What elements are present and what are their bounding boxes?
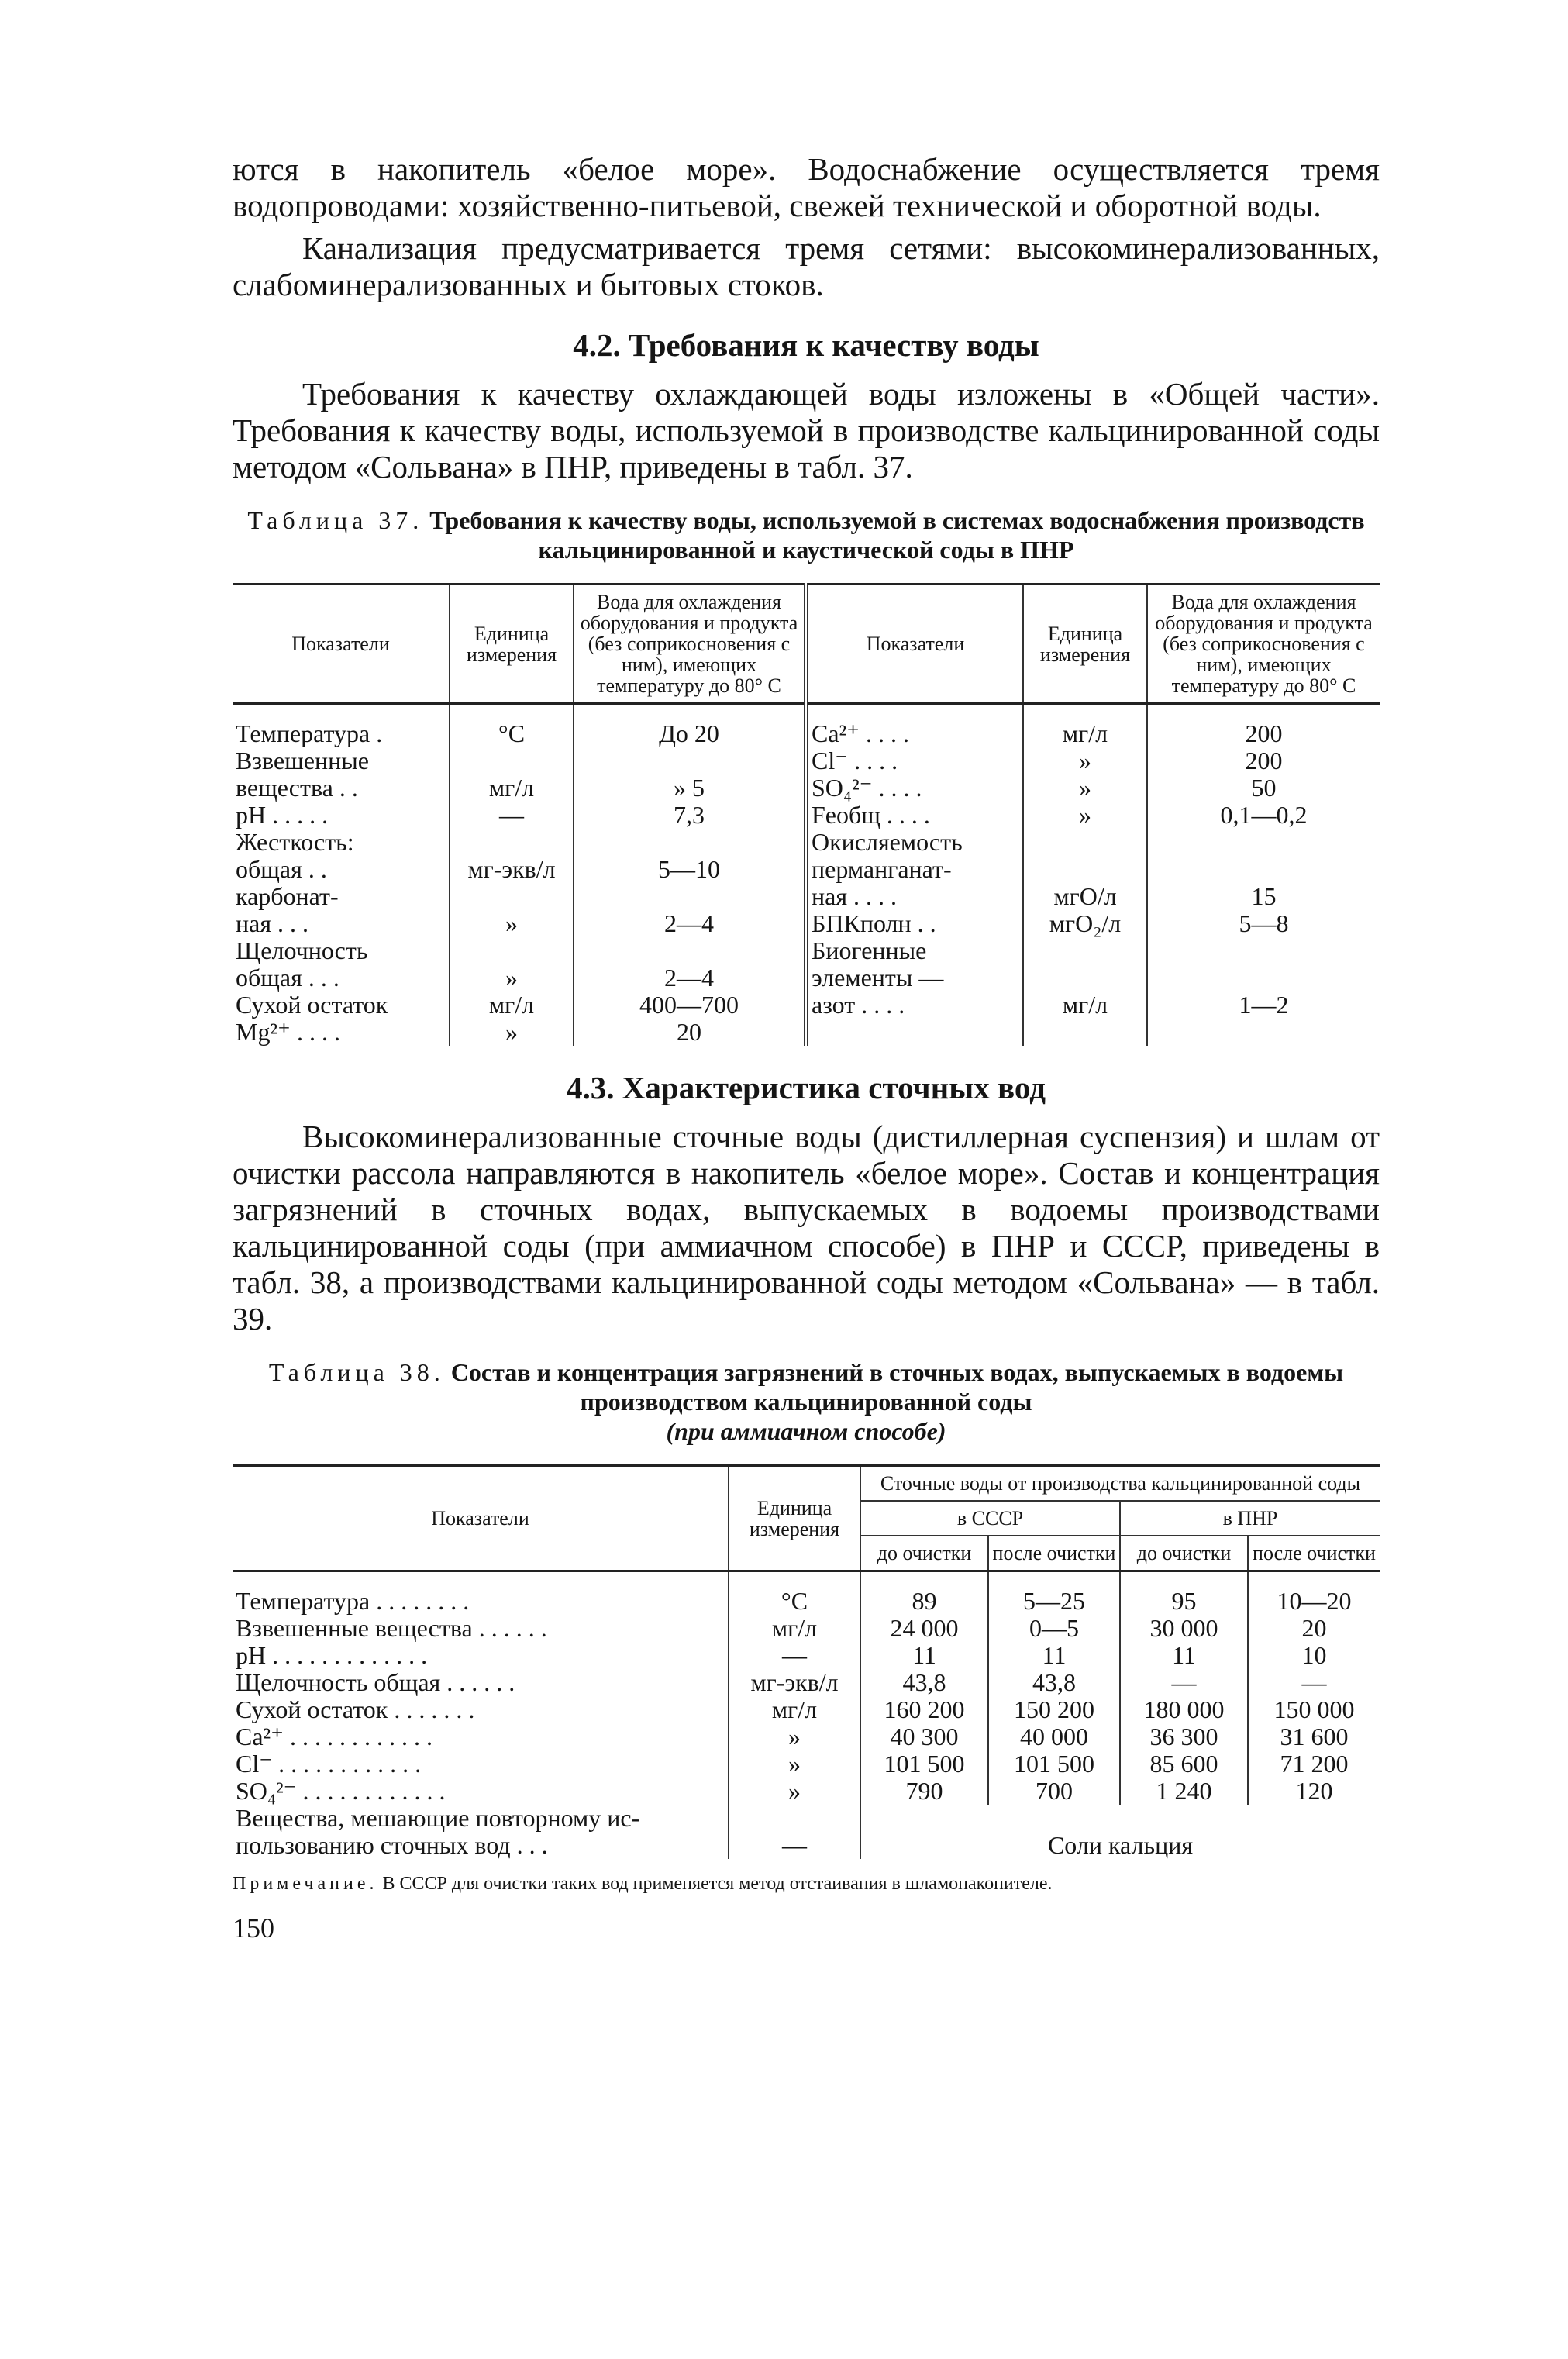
t38-pnr-after: 120 — [1248, 1778, 1380, 1805]
t38-header-unit: Единица измерения — [729, 1466, 860, 1571]
table-row — [233, 1615, 1380, 1642]
table-37-label: Таблица 37. — [247, 506, 424, 534]
t37-right-name: Ca²⁺ . . . . — [806, 704, 1023, 748]
t38-row-name: SO₄²⁻ . . . . . . . . . . . . — [236, 1777, 446, 1805]
t37-right-name: азот . . . . — [806, 992, 1023, 1019]
table-row — [233, 829, 1380, 856]
t38-ussr-after: 150 200 — [988, 1696, 1120, 1723]
t38-row-name: Взвешенные вещества . . . . . . — [236, 1614, 547, 1642]
t37-right-value: 50 — [1147, 774, 1380, 802]
t37-right-value — [1147, 937, 1380, 964]
table-row — [233, 774, 1380, 802]
t38-pnr-before: 30 000 — [1120, 1615, 1248, 1642]
t37-left-unit: мг/л — [450, 992, 574, 1019]
t37-header-indicator: Показатели — [233, 585, 450, 704]
table-row — [233, 704, 1380, 748]
t37-left-value: 400—700 — [574, 992, 806, 1019]
t37-left-name: Щелочность — [236, 936, 368, 964]
table-37 — [233, 583, 1380, 1046]
t38-row-name: Температура . . . . . . . . — [236, 1587, 470, 1615]
t37-header-unit-2: Единица измерения — [1023, 585, 1147, 704]
t38-header-indicator: Показатели — [233, 1466, 729, 1571]
t37-left-value — [574, 829, 806, 856]
t37-right-name: Cl⁻ . . . . — [806, 747, 1023, 774]
t37-header-water-2: Вода для охлаждения оборудования и продукта (без соприкосновения с ним), имеющих температуру до 80° С — [1147, 585, 1380, 704]
t37-right-name — [806, 1019, 1023, 1046]
t38-pnr-after: 20 — [1248, 1615, 1380, 1642]
table-row — [233, 964, 1380, 992]
table-row — [233, 802, 1380, 829]
table-37-caption — [233, 505, 1380, 564]
t37-left-name: ная . . . — [236, 909, 309, 937]
t37-left-name: вещества . . — [236, 774, 358, 802]
t38-header-ussr-before: до очистки — [860, 1536, 988, 1571]
t37-left-name: pH . . . . . — [236, 801, 329, 829]
t38-ussr-before: 24 000 — [860, 1615, 988, 1642]
t37-right-unit — [1023, 937, 1147, 964]
t38-ussr-after: 11 — [988, 1642, 1120, 1669]
t38-last-name-line2: пользованию сточных вод . . . — [236, 1831, 548, 1859]
table-38-subtitle: (при аммиачном способе) — [666, 1417, 946, 1445]
t37-left-value: 2—4 — [574, 964, 806, 992]
t38-pnr-before: 1 240 — [1120, 1778, 1248, 1805]
table-row — [233, 992, 1380, 1019]
table-row — [233, 1642, 1380, 1669]
t37-body — [233, 704, 1380, 1047]
paragraph-sewerage: Канализация предусматривается тремя сетями: высокоминерализованных, слабоминерализованных и бытовых стоков. — [233, 230, 1380, 302]
t38-row-unit: мг/л — [729, 1696, 860, 1723]
t37-right-name: SO₄²⁻ . . . . — [806, 774, 1023, 802]
t37-right-value — [1147, 964, 1380, 992]
table-row — [233, 1750, 1380, 1778]
section-4-3-text: Высокоминерализованные сточные воды (дистиллерная суспензия) и шлам от очистки рассола направляются в накопитель «белое море». Состав и концентрация загрязнений в сточных водах, выпускаемых в водоемы производствами кальцинированной соды (при аммиачном способе) в ПНР и СССР, приведены в табл. 38, а производствами кальцинированной соды методом «Сольвана» — в табл. 39. — [233, 1119, 1380, 1336]
t37-left-name: Mg²⁺ . . . . — [236, 1018, 340, 1046]
t38-pnr-before: — — [1120, 1669, 1248, 1696]
t37-left-value: 20 — [574, 1019, 806, 1046]
t37-header-indicator-2: Показатели — [806, 585, 1023, 704]
t38-pnr-before: 11 — [1120, 1642, 1248, 1669]
t38-last-unit: — — [729, 1805, 860, 1859]
t38-body — [233, 1571, 1380, 1860]
t38-last-value: Соли кальция — [860, 1805, 1380, 1859]
t38-pnr-after: — — [1248, 1669, 1380, 1696]
t38-row-unit: » — [729, 1778, 860, 1805]
t38-ussr-after: 43,8 — [988, 1669, 1120, 1696]
t38-last-name-line1: Вещества, мешающие повторному ис- — [236, 1804, 640, 1832]
t37-left-name: Сухой остаток — [236, 991, 388, 1019]
t38-row-unit: мг/л — [729, 1615, 860, 1642]
table-row — [233, 1571, 1380, 1616]
table-38-caption — [233, 1357, 1380, 1446]
t37-left-unit: — — [450, 802, 574, 829]
t37-right-unit: » — [1023, 747, 1147, 774]
t37-right-unit — [1023, 964, 1147, 992]
t38-ussr-before: 11 — [860, 1642, 988, 1669]
t38-pnr-after: 31 600 — [1248, 1723, 1380, 1750]
t38-ussr-after: 40 000 — [988, 1723, 1120, 1750]
t38-ussr-before: 160 200 — [860, 1696, 988, 1723]
t38-ussr-after: 700 — [988, 1778, 1120, 1805]
t37-right-name: Биогенные — [806, 937, 1023, 964]
table-row — [233, 937, 1380, 964]
page-number: 150 — [233, 1912, 274, 1943]
t38-pnr-before: 36 300 — [1120, 1723, 1248, 1750]
table-37-title: Требования к качеству воды, используемой в системах водоснабжения производств кальцинированной и каустической соды в ПНР — [429, 506, 1365, 564]
table-38-title: Состав и концентрация загрязнений в сточных водах, выпускаемых в водоемы производством кальцинированной соды — [450, 1358, 1344, 1416]
t38-pnr-after: 10—20 — [1248, 1571, 1380, 1616]
t37-right-name: ная . . . . — [806, 883, 1023, 910]
t37-left-unit: » — [450, 910, 574, 937]
t37-right-value: 0,1—0,2 — [1147, 802, 1380, 829]
table-row — [233, 856, 1380, 883]
t38-header-group: Сточные воды от производства кальцинированной соды — [860, 1466, 1380, 1502]
t38-pnr-after: 150 000 — [1248, 1696, 1380, 1723]
t38-pnr-before: 85 600 — [1120, 1750, 1248, 1778]
table-row — [233, 910, 1380, 937]
t37-right-unit — [1023, 829, 1147, 856]
t37-left-unit — [450, 747, 574, 774]
section-4-2-text: Требования к качеству охлаждающей воды изложены в «Общей части». Требования к качеству воды, используемой в производстве кальцинированной соды методом «Сольвана» в ПНР, приведены в табл. 37. — [233, 376, 1380, 485]
t37-left-value: 7,3 — [574, 802, 806, 829]
t38-header-pnr-before: до очистки — [1120, 1536, 1248, 1571]
t37-right-unit — [1023, 856, 1147, 883]
t38-header-pnr-after: после очистки — [1248, 1536, 1380, 1571]
t37-header-water: Вода для охлаждения оборудования и продукта (без соприкосновения с ним), имеющих температуру до 80° С — [574, 585, 806, 704]
t37-left-unit: мг-экв/л — [450, 856, 574, 883]
table-row — [233, 1696, 1380, 1723]
t38-pnr-before: 95 — [1120, 1571, 1248, 1616]
t38-row-unit: » — [729, 1750, 860, 1778]
table-row — [233, 1778, 1380, 1805]
t37-right-name: элементы — — [806, 964, 1023, 992]
t37-right-unit: мгО₂/л — [1023, 910, 1147, 937]
table-row — [233, 1723, 1380, 1750]
t37-left-value: 2—4 — [574, 910, 806, 937]
t37-left-name: Температура . — [236, 719, 383, 747]
t37-right-unit: мгО/л — [1023, 883, 1147, 910]
t37-header-unit: Единица измерения — [450, 585, 574, 704]
t38-row-name: pH . . . . . . . . . . . . . — [236, 1641, 428, 1669]
t37-right-unit — [1023, 1019, 1147, 1046]
t37-left-unit: мг/л — [450, 774, 574, 802]
t38-row-name: Щелочность общая . . . . . . — [236, 1668, 515, 1696]
t37-right-name: перманганат- — [806, 856, 1023, 883]
t38-row-name: Сухой остаток . . . . . . . — [236, 1695, 475, 1723]
t37-right-value: 200 — [1147, 747, 1380, 774]
t38-ussr-after: 101 500 — [988, 1750, 1120, 1778]
t37-left-unit — [450, 829, 574, 856]
t37-left-name: общая . . . — [236, 964, 339, 992]
t37-right-unit: » — [1023, 802, 1147, 829]
section-4-3-heading: 4.3. Характеристика сточных вод — [567, 1070, 1046, 1105]
t38-ussr-before: 790 — [860, 1778, 988, 1805]
t38-row-unit: °С — [729, 1571, 860, 1616]
t37-right-value: 15 — [1147, 883, 1380, 910]
table-38 — [233, 1464, 1380, 1859]
t37-right-value — [1147, 829, 1380, 856]
t37-left-value: 5—10 — [574, 856, 806, 883]
t38-pnr-before: 180 000 — [1120, 1696, 1248, 1723]
t37-right-unit: мг/л — [1023, 992, 1147, 1019]
t37-right-name: Feобщ . . . . — [806, 802, 1023, 829]
section-4-2-heading: 4.2. Требования к качеству воды — [573, 327, 1039, 363]
t38-ussr-before: 101 500 — [860, 1750, 988, 1778]
t38-ussr-before: 89 — [860, 1571, 988, 1616]
t37-right-value — [1147, 1019, 1380, 1046]
t37-left-value — [574, 937, 806, 964]
t37-right-value: 5—8 — [1147, 910, 1380, 937]
t38-row-unit: » — [729, 1723, 860, 1750]
table-38-note — [233, 1873, 1380, 1895]
t37-left-value: До 20 — [574, 704, 806, 748]
t38-ussr-before: 43,8 — [860, 1669, 988, 1696]
t37-right-unit: » — [1023, 774, 1147, 802]
table-row — [233, 883, 1380, 910]
table-row — [233, 1669, 1380, 1696]
table-row — [233, 1805, 1380, 1832]
t37-right-value: 200 — [1147, 704, 1380, 748]
table-38-label: Таблица 38. — [268, 1358, 445, 1386]
paragraph-intro: ются в накопитель «белое море». Водоснабжение осуществляется тремя водопроводами: хозяйственно-питьевой, свежей технической и оборотной воды. — [233, 151, 1380, 223]
t38-row-name: Ca²⁺ . . . . . . . . . . . . — [236, 1723, 433, 1750]
t37-left-value — [574, 747, 806, 774]
t37-right-value — [1147, 856, 1380, 883]
t37-left-name: Взвешенные — [236, 747, 369, 774]
note-text: В СССР для очистки таких вод применяется метод отстаивания в шламонакопителе. — [382, 1874, 1053, 1894]
t37-right-value: 1—2 — [1147, 992, 1380, 1019]
t37-left-name: карбонат- — [236, 882, 339, 910]
t37-left-unit: °С — [450, 704, 574, 748]
t37-left-name: общая . . — [236, 855, 327, 883]
t38-ussr-before: 40 300 — [860, 1723, 988, 1750]
t37-right-name: БПКполн . . — [806, 910, 1023, 937]
table-row — [233, 1019, 1380, 1046]
t38-ussr-after: 5—25 — [988, 1571, 1120, 1616]
t37-left-unit: » — [450, 964, 574, 992]
t38-row-name: Cl⁻ . . . . . . . . . . . . — [236, 1750, 422, 1778]
note-label: Примечание. — [233, 1874, 378, 1894]
t37-left-value — [574, 883, 806, 910]
page — [233, 151, 1380, 1944]
t38-row-unit: мг-экв/л — [729, 1669, 860, 1696]
t37-left-unit — [450, 883, 574, 910]
t38-pnr-after: 71 200 — [1248, 1750, 1380, 1778]
t37-left-value: » 5 — [574, 774, 806, 802]
t38-header-ussr-after: после очистки — [988, 1536, 1120, 1571]
t37-left-name: Жесткость: — [236, 828, 354, 856]
t38-header-ussr: в СССР — [860, 1501, 1120, 1536]
table-row — [233, 747, 1380, 774]
t37-right-name: Окисляемость — [806, 829, 1023, 856]
t38-row-unit: — — [729, 1642, 860, 1669]
t37-left-unit: » — [450, 1019, 574, 1046]
t38-pnr-after: 10 — [1248, 1642, 1380, 1669]
t37-left-unit — [450, 937, 574, 964]
t37-right-unit: мг/л — [1023, 704, 1147, 748]
t38-ussr-after: 0—5 — [988, 1615, 1120, 1642]
t38-header-pnr: в ПНР — [1120, 1501, 1380, 1536]
